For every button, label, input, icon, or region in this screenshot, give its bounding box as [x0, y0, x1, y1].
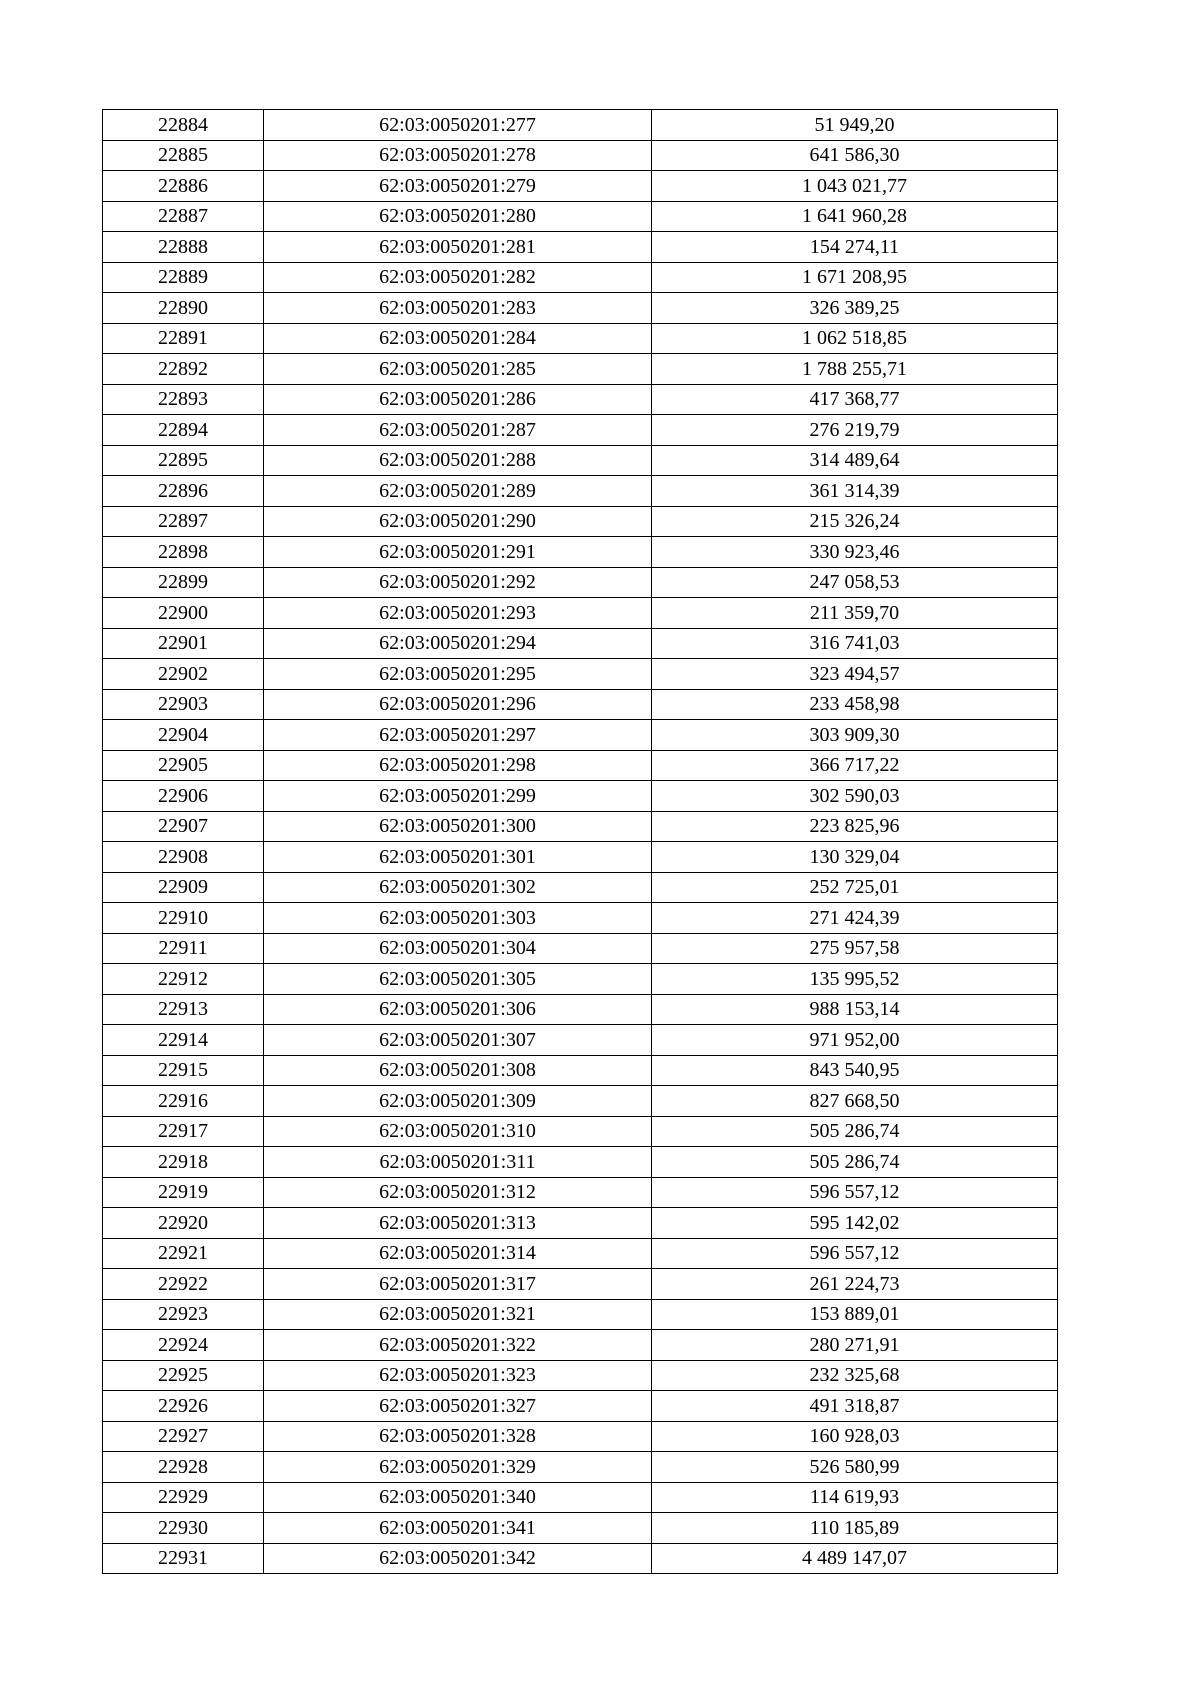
cadastral-value-cell: 247 058,53	[652, 567, 1058, 598]
table-row	[103, 262, 1058, 293]
cadastral-value-cell: 526 580,99	[652, 1452, 1058, 1483]
table-row	[103, 354, 1058, 385]
table-row	[103, 628, 1058, 659]
cadastral-number-cell: 62:03:0050201:328	[264, 1421, 652, 1452]
table-row	[103, 781, 1058, 812]
table-row	[103, 232, 1058, 263]
table-row	[103, 689, 1058, 720]
table-row	[103, 598, 1058, 629]
row-number-cell: 22893	[103, 384, 264, 415]
cadastral-number-cell: 62:03:0050201:305	[264, 964, 652, 995]
cadastral-number-cell: 62:03:0050201:322	[264, 1330, 652, 1361]
table-row	[103, 903, 1058, 934]
row-number-cell: 22931	[103, 1543, 264, 1574]
cadastral-value-cell: 330 923,46	[652, 537, 1058, 568]
row-number-cell: 22914	[103, 1025, 264, 1056]
cadastral-number-cell: 62:03:0050201:282	[264, 262, 652, 293]
row-number-cell: 22889	[103, 262, 264, 293]
row-number-cell: 22907	[103, 811, 264, 842]
table-row	[103, 1299, 1058, 1330]
cadastral-number-cell: 62:03:0050201:314	[264, 1238, 652, 1269]
cadastral-value-cell: 4 489 147,07	[652, 1543, 1058, 1574]
row-number-cell: 22904	[103, 720, 264, 751]
row-number-cell: 22912	[103, 964, 264, 995]
table-row	[103, 1116, 1058, 1147]
cadastral-value-cell: 276 219,79	[652, 415, 1058, 446]
row-number-cell: 22895	[103, 445, 264, 476]
cadastral-number-cell: 62:03:0050201:277	[264, 110, 652, 141]
cadastral-number-cell: 62:03:0050201:312	[264, 1177, 652, 1208]
row-number-cell: 22920	[103, 1208, 264, 1239]
cadastral-value-cell: 1 043 021,77	[652, 171, 1058, 202]
cadastral-value-cell: 154 274,11	[652, 232, 1058, 263]
cadastral-value-cell: 232 325,68	[652, 1360, 1058, 1391]
cadastral-value-cell: 326 389,25	[652, 293, 1058, 324]
cadastral-value-cell: 596 557,12	[652, 1238, 1058, 1269]
table-row	[103, 1269, 1058, 1300]
table-row	[103, 1177, 1058, 1208]
cadastral-value-cell: 971 952,00	[652, 1025, 1058, 1056]
table-row	[103, 1482, 1058, 1513]
cadastral-number-cell: 62:03:0050201:295	[264, 659, 652, 690]
row-number-cell: 22903	[103, 689, 264, 720]
table-row	[103, 1543, 1058, 1574]
cadastral-value-cell: 505 286,74	[652, 1116, 1058, 1147]
cadastral-value-cell: 1 788 255,71	[652, 354, 1058, 385]
row-number-cell: 22890	[103, 293, 264, 324]
cadastral-number-cell: 62:03:0050201:292	[264, 567, 652, 598]
table-row	[103, 1208, 1058, 1239]
cadastral-number-cell: 62:03:0050201:302	[264, 872, 652, 903]
cadastral-value-cell: 323 494,57	[652, 659, 1058, 690]
cadastral-number-cell: 62:03:0050201:278	[264, 140, 652, 171]
table-row	[103, 1147, 1058, 1178]
cadastral-number-cell: 62:03:0050201:279	[264, 171, 652, 202]
cadastral-value-cell: 1 671 208,95	[652, 262, 1058, 293]
cadastral-value-cell: 1 062 518,85	[652, 323, 1058, 354]
table-row	[103, 171, 1058, 202]
cadastral-value-cell: 135 995,52	[652, 964, 1058, 995]
table-row	[103, 201, 1058, 232]
cadastral-number-cell: 62:03:0050201:340	[264, 1482, 652, 1513]
cadastral-number-cell: 62:03:0050201:297	[264, 720, 652, 751]
row-number-cell: 22898	[103, 537, 264, 568]
cadastral-value-cell: 303 909,30	[652, 720, 1058, 751]
row-number-cell: 22913	[103, 994, 264, 1025]
row-number-cell: 22925	[103, 1360, 264, 1391]
cadastral-value-cell: 114 619,93	[652, 1482, 1058, 1513]
cadastral-number-cell: 62:03:0050201:293	[264, 598, 652, 629]
row-number-cell: 22886	[103, 171, 264, 202]
cadastral-number-cell: 62:03:0050201:288	[264, 445, 652, 476]
table-row	[103, 1513, 1058, 1544]
cadastral-value-cell: 153 889,01	[652, 1299, 1058, 1330]
row-number-cell: 22896	[103, 476, 264, 507]
cadastral-number-cell: 62:03:0050201:280	[264, 201, 652, 232]
cadastral-value-cell: 988 153,14	[652, 994, 1058, 1025]
table-row	[103, 1360, 1058, 1391]
cadastral-number-cell: 62:03:0050201:304	[264, 933, 652, 964]
cadastral-value-cell: 595 142,02	[652, 1208, 1058, 1239]
row-number-cell: 22916	[103, 1086, 264, 1117]
cadastral-number-cell: 62:03:0050201:309	[264, 1086, 652, 1117]
table-row	[103, 964, 1058, 995]
row-number-cell: 22909	[103, 872, 264, 903]
cadastral-value-cell: 280 271,91	[652, 1330, 1058, 1361]
cadastral-number-cell: 62:03:0050201:317	[264, 1269, 652, 1300]
row-number-cell: 22924	[103, 1330, 264, 1361]
cadastral-number-cell: 62:03:0050201:301	[264, 842, 652, 873]
row-number-cell: 22923	[103, 1299, 264, 1330]
table-row	[103, 110, 1058, 141]
cadastral-value-cell: 211 359,70	[652, 598, 1058, 629]
row-number-cell: 22915	[103, 1055, 264, 1086]
cadastral-number-cell: 62:03:0050201:342	[264, 1543, 652, 1574]
row-number-cell: 22906	[103, 781, 264, 812]
table-row	[103, 567, 1058, 598]
cadastral-number-cell: 62:03:0050201:311	[264, 1147, 652, 1178]
table-body	[103, 110, 1058, 1574]
row-number-cell: 22929	[103, 1482, 264, 1513]
cadastral-value-cell: 252 725,01	[652, 872, 1058, 903]
table-row	[103, 994, 1058, 1025]
cadastral-value-cell: 417 368,77	[652, 384, 1058, 415]
row-number-cell: 22891	[103, 323, 264, 354]
cadastral-number-cell: 62:03:0050201:307	[264, 1025, 652, 1056]
row-number-cell: 22928	[103, 1452, 264, 1483]
cadastral-number-cell: 62:03:0050201:310	[264, 1116, 652, 1147]
table-row	[103, 537, 1058, 568]
cadastral-number-cell: 62:03:0050201:341	[264, 1513, 652, 1544]
cadastral-value-table	[102, 109, 1058, 1574]
cadastral-number-cell: 62:03:0050201:284	[264, 323, 652, 354]
row-number-cell: 22887	[103, 201, 264, 232]
table-row	[103, 506, 1058, 537]
table-row	[103, 293, 1058, 324]
table-row	[103, 445, 1058, 476]
cadastral-number-cell: 62:03:0050201:291	[264, 537, 652, 568]
row-number-cell: 22901	[103, 628, 264, 659]
table-row	[103, 476, 1058, 507]
cadastral-number-cell: 62:03:0050201:300	[264, 811, 652, 842]
cadastral-number-cell: 62:03:0050201:313	[264, 1208, 652, 1239]
row-number-cell: 22911	[103, 933, 264, 964]
cadastral-value-cell: 271 424,39	[652, 903, 1058, 934]
cadastral-value-cell: 366 717,22	[652, 750, 1058, 781]
row-number-cell: 22908	[103, 842, 264, 873]
cadastral-number-cell: 62:03:0050201:321	[264, 1299, 652, 1330]
cadastral-number-cell: 62:03:0050201:306	[264, 994, 652, 1025]
cadastral-value-cell: 110 185,89	[652, 1513, 1058, 1544]
cadastral-number-cell: 62:03:0050201:308	[264, 1055, 652, 1086]
cadastral-value-cell: 596 557,12	[652, 1177, 1058, 1208]
table-row	[103, 1330, 1058, 1361]
table-row	[103, 1086, 1058, 1117]
row-number-cell: 22930	[103, 1513, 264, 1544]
table-row	[103, 659, 1058, 690]
cadastral-value-cell: 1 641 960,28	[652, 201, 1058, 232]
row-number-cell: 22902	[103, 659, 264, 690]
cadastral-value-cell: 275 957,58	[652, 933, 1058, 964]
cadastral-number-cell: 62:03:0050201:281	[264, 232, 652, 263]
row-number-cell: 22884	[103, 110, 264, 141]
table-row	[103, 1421, 1058, 1452]
cadastral-number-cell: 62:03:0050201:289	[264, 476, 652, 507]
cadastral-value-cell: 491 318,87	[652, 1391, 1058, 1422]
cadastral-number-cell: 62:03:0050201:303	[264, 903, 652, 934]
table-row	[103, 1055, 1058, 1086]
table-row	[103, 1391, 1058, 1422]
table-row	[103, 720, 1058, 751]
table-row	[103, 384, 1058, 415]
row-number-cell: 22899	[103, 567, 264, 598]
table-row	[103, 842, 1058, 873]
row-number-cell: 22894	[103, 415, 264, 446]
cadastral-number-cell: 62:03:0050201:290	[264, 506, 652, 537]
cadastral-number-cell: 62:03:0050201:296	[264, 689, 652, 720]
row-number-cell: 22897	[103, 506, 264, 537]
table-row	[103, 140, 1058, 171]
table-row	[103, 933, 1058, 964]
cadastral-number-cell: 62:03:0050201:286	[264, 384, 652, 415]
row-number-cell: 22888	[103, 232, 264, 263]
table-row	[103, 750, 1058, 781]
table-row	[103, 872, 1058, 903]
table-row	[103, 1452, 1058, 1483]
row-number-cell: 22900	[103, 598, 264, 629]
cadastral-value-cell: 641 586,30	[652, 140, 1058, 171]
row-number-cell: 22919	[103, 1177, 264, 1208]
row-number-cell: 22910	[103, 903, 264, 934]
cadastral-value-cell: 361 314,39	[652, 476, 1058, 507]
cadastral-number-cell: 62:03:0050201:323	[264, 1360, 652, 1391]
cadastral-number-cell: 62:03:0050201:327	[264, 1391, 652, 1422]
cadastral-number-cell: 62:03:0050201:299	[264, 781, 652, 812]
row-number-cell: 22922	[103, 1269, 264, 1300]
cadastral-value-cell: 302 590,03	[652, 781, 1058, 812]
cadastral-number-cell: 62:03:0050201:298	[264, 750, 652, 781]
table-row	[103, 1238, 1058, 1269]
row-number-cell: 22885	[103, 140, 264, 171]
row-number-cell: 22917	[103, 1116, 264, 1147]
row-number-cell: 22921	[103, 1238, 264, 1269]
cadastral-value-cell: 314 489,64	[652, 445, 1058, 476]
cadastral-value-cell: 215 326,24	[652, 506, 1058, 537]
row-number-cell: 22918	[103, 1147, 264, 1178]
cadastral-value-cell: 130 329,04	[652, 842, 1058, 873]
cadastral-value-cell: 316 741,03	[652, 628, 1058, 659]
cadastral-number-cell: 62:03:0050201:283	[264, 293, 652, 324]
cadastral-value-cell: 160 928,03	[652, 1421, 1058, 1452]
row-number-cell: 22926	[103, 1391, 264, 1422]
cadastral-value-cell: 505 286,74	[652, 1147, 1058, 1178]
cadastral-value-cell: 261 224,73	[652, 1269, 1058, 1300]
cadastral-number-cell: 62:03:0050201:294	[264, 628, 652, 659]
cadastral-value-cell: 51 949,20	[652, 110, 1058, 141]
cadastral-number-cell: 62:03:0050201:285	[264, 354, 652, 385]
table-row	[103, 1025, 1058, 1056]
cadastral-number-cell: 62:03:0050201:329	[264, 1452, 652, 1483]
table-row	[103, 811, 1058, 842]
cadastral-value-cell: 827 668,50	[652, 1086, 1058, 1117]
cadastral-value-cell: 223 825,96	[652, 811, 1058, 842]
table-row	[103, 415, 1058, 446]
row-number-cell: 22927	[103, 1421, 264, 1452]
cadastral-number-cell: 62:03:0050201:287	[264, 415, 652, 446]
row-number-cell: 22905	[103, 750, 264, 781]
cadastral-value-cell: 843 540,95	[652, 1055, 1058, 1086]
cadastral-value-cell: 233 458,98	[652, 689, 1058, 720]
row-number-cell: 22892	[103, 354, 264, 385]
table-row	[103, 323, 1058, 354]
